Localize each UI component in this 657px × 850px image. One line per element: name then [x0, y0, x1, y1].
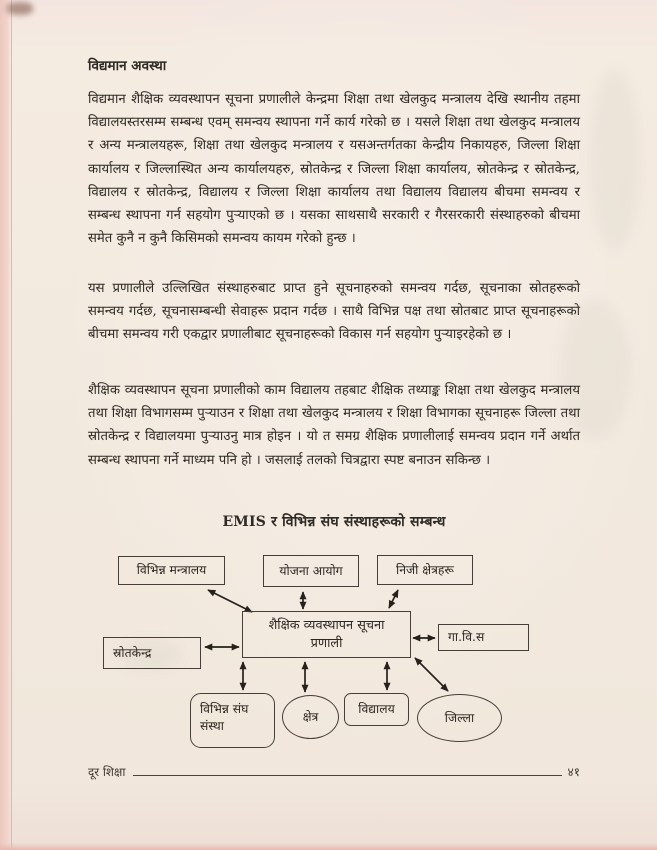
- scan-edge-bottom: [0, 843, 657, 850]
- diagram-node-private-sectors: निजी क्षेत्रहरू: [377, 555, 473, 585]
- diagram-node-emis-center: शैक्षिक व्यवस्थापन सूचना प्रणाली: [242, 611, 411, 658]
- diagram-node-ministries: विभिन्न मन्त्रालय: [118, 556, 225, 585]
- body-paragraph: शैक्षिक व्यवस्थापन सूचना प्रणालीको काम विद्यालय तहबाट शैक्षिक तथ्याङ्क शिक्षा तथा खेलकुद मन्त्रालय तथा शिक्षा विभागसम्म पुऱ्याउन र शिक्षा तथा खेलकुद मन्त्रालय र शिक्षा विभागका सूचनाहरू जिल्ला तथा स्रोतकेन्द्र र विद्यालयमा पुऱ्याउनु मात्र होइन । यो त समग्र शैक्षिक प्रणालीलाई समन्वय प्रदान गर्ने अर्थात सम्बन्ध स्थापना गर्ने माध्यम पनि हो । जसलाई तलको चित्रद्वारा स्पष्ट बनाउन सकिन्छ ।: [88, 383, 580, 468]
- journal-name: दूर शिक्षा: [88, 765, 126, 779]
- scan-edge-left: [0, 0, 12, 850]
- diagram-node-region: क्षेत्र: [282, 695, 339, 739]
- scan-corner-smudge: [7, 2, 33, 15]
- diagram-node-planning-commission: योजना आयोग: [263, 555, 359, 587]
- diagram-node-vdc: गा.वि.स: [438, 624, 529, 651]
- diagram-node-resource-center: स्रोतकेन्द्र: [103, 637, 201, 669]
- footer-rule: [133, 774, 561, 776]
- page-footer: [88, 763, 580, 780]
- body-paragraph: यस प्रणालीले उल्लिखित संस्थाहरुबाट प्राप्त हुने सूचनाहरुको समन्वय गर्दछ, सूचनाका स्रोतहरूको समन्वय गर्दछ, सूचनासम्बन्धी सेवाहरू प्रदान गर्दछ । साथै विभिन्न पक्ष तथा स्रोतबाट प्राप्त सूचनाहरूको बीचमा समन्वय गरी एकद्वार प्रणालीबाट सूचनाहरूको विकास गर्न सहयोग पुऱ्याइरहेको छ ।: [88, 281, 580, 343]
- body-paragraph: विद्यमान शैक्षिक व्यवस्थापन सूचना प्रणालीले केन्द्रमा शिक्षा तथा खेलकुद मन्त्रालय देखि स्थानीय तहमा विद्यालयस्तरसम्म सम्बन्ध एवम् समन्वय स्थापना गर्ने कार्य गरेको छ । यसले शिक्षा तथा खेलकुद मन्त्रालय र अन्य मन्त्रालयहरू, शिक्षा तथा खेलकुद मन्त्रालय र यसअन्तर्गतका केन्द्रीय निकायहरु, जिल्ला शिक्षा कार्यालय र जिल्लास्थित अन्य कार्यालयहरु, स्रोतकेन्द्र र जिल्ला शिक्षा कार्यालय, स्रोतकेन्द्र र स्रोतकेन्द्र, विद्यालय र स्रोतकेन्द्र, विद्यालय र जिल्ला शिक्षा कार्यालय तथा विद्यालय विद्यालय बीचमा समन्वय र सम्बन्ध स्थापना गर्न सहयोग पुऱ्याएको छ । यसका साथसाथै सरकारी र गैरसरकारी संस्थाहरुको बीचमा समेत कुनै न कुनै किसिमको समन्वय कायम गरेको हुन्छ ।: [88, 92, 580, 247]
- page-number: ४१: [567, 765, 580, 779]
- diagram-node-district: जिल्ला: [417, 694, 502, 742]
- diagram-node-school: विद्यालय: [344, 693, 409, 726]
- diagram-title: EMIS र विभिन्न संघ संस्थाहरूको सम्बन्ध: [222, 514, 446, 530]
- diagram-node-federations: विभिन्न संघ संस्था: [190, 693, 275, 748]
- section-heading: विद्यमान अवस्था: [88, 58, 167, 74]
- scan-ghosting: [590, 70, 640, 250]
